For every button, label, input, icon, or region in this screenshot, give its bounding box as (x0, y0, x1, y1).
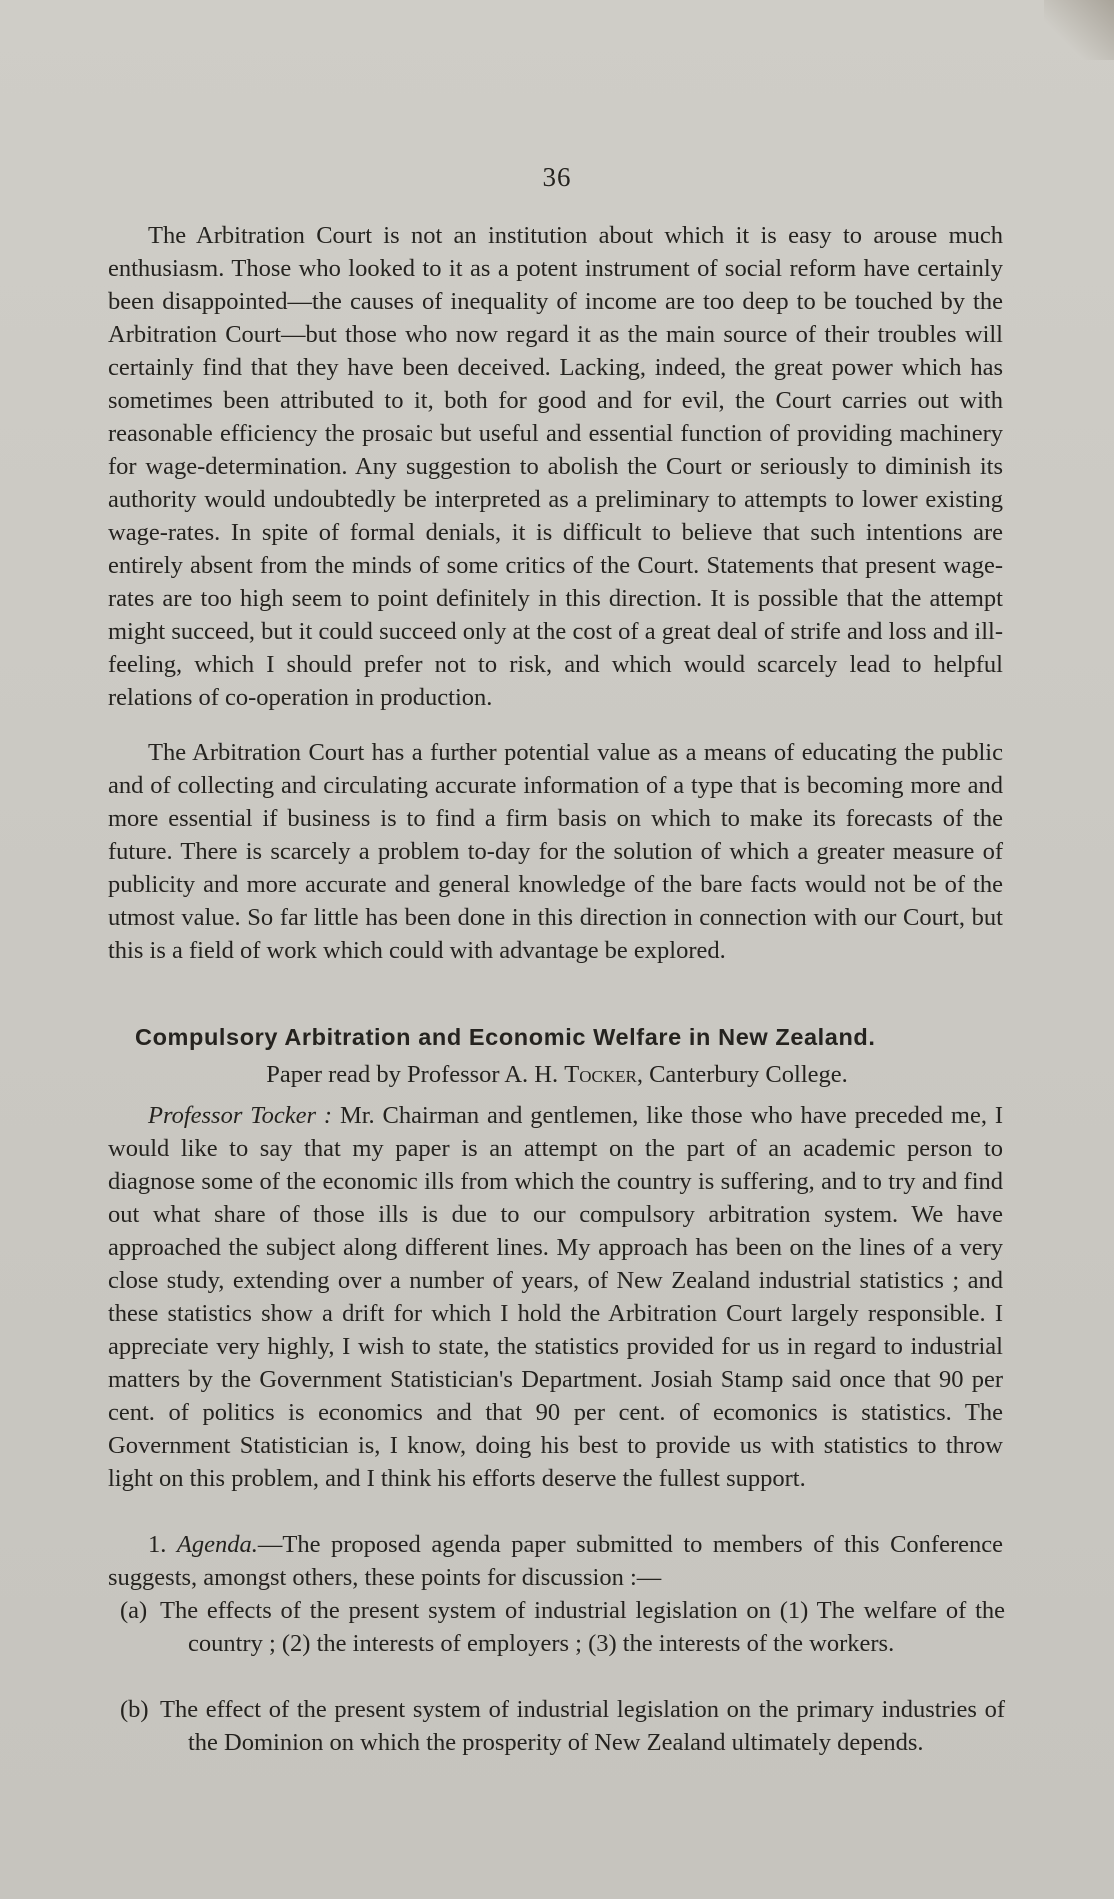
item-marker: (b) (120, 1696, 149, 1723)
agenda-text (108, 1528, 1003, 1594)
agenda-number: 1. (148, 1531, 167, 1558)
body-paragraph (108, 219, 1003, 714)
agenda-item (120, 1594, 1005, 1660)
agenda-label: Agenda. (176, 1531, 258, 1558)
agenda-item (120, 1693, 1005, 1759)
section-byline (0, 1061, 1114, 1089)
agenda-intro: —The proposed agenda paper submitted to members of this Conference suggests, amongst others, these points for discussion :— (108, 1531, 1003, 1591)
byline-prefix: Paper read by Professor A. H. (266, 1061, 559, 1088)
item-text: The effects of the present system of industrial legislation on (1) The welfare of the country ; (2) the interests of employers ; (3) the interests of the workers. (160, 1597, 1005, 1657)
paragraph-text: The Arbitration Court is not an institution about which it is easy to arouse much enthusiasm. Those who looked to it as a potent instrument of social reform have certainly been disappointed—the causes of inequality of income are too deep to be touched by the Arbitration Court—but those who now regard it as the main source of their troubles will certainly find that they have been deceived. Lacking, indeed, the great power which has sometimes been attributed to it, both for good and for evil, the Court carries out with reasonable efficiency the prosaic but useful and essential function of providing machinery for wage-determination. Any suggestion to abolish the Court or seriously to diminish its authority would undoubtedly be interpreted as a preliminary to attempts to lower existing wage-rates. In spite of formal denials, it is difficult to believe that such intentions are entirely absent from the minds of some critics of the Court. Statements that present wage-rates are too high seem to point definitely in this direction. It is possible that the attempt might succeed, but it could succeed only at the cost of a great deal of strife and loss and ill-feeling, which I should prefer not to risk, and which would scarcely lead to helpful relations of co-operation in production. (108, 222, 1003, 711)
page-number: 36 (542, 162, 572, 192)
speech-paragraph (108, 1099, 1003, 1495)
speaker-name: Professor Tocker : (148, 1102, 333, 1129)
agenda-paragraph (108, 1528, 1003, 1594)
speech-body: Mr. Chairman and gentlemen, like those who have preceded me, I would like to say that my paper is an attempt on the part of an academic person to diagnose some of the economic ills from which the country is suffering, and to try and find out what share of those ills is due to our compulsory arbitration system. We have approached the subject along different lines. My approach has been on the lines of a very close study, extending over a number of years, of New Zealand industrial statistics ; and these statistics show a drift for which I hold the Arbitration Court largely responsible. I appreciate very highly, I wish to state, the statistics provided for us in regard to industrial matters by the Government Statistician's Department. Josiah Stamp said once that 90 per cent. of politics is economics and that 90 per cent. of ecomonics is statistics. The Government Statistician is, I know, doing his best to provide us with statistics to throw light on this problem, and I think his efforts deserve the fullest support. (108, 1102, 1004, 1492)
section-heading: Compulsory Arbitration and Economic Welfare in New Zealand. (135, 1024, 876, 1050)
byline-author: Tocker (564, 1061, 637, 1088)
page-corner-shadow (1044, 0, 1114, 60)
body-paragraph (108, 736, 1003, 967)
speech-text (108, 1099, 1003, 1495)
byline-suffix: , Canterbury College. (636, 1061, 848, 1088)
paragraph-text: The Arbitration Court has a further potential value as a means of educating the public and of collecting and circulating accurate information of a type that is becoming more and more essential if business is to find a firm basis on which to make its forecasts of the future. There is scarcely a problem to-day for the solution of which a greater measure of publicity and more accurate and general knowledge of the bare facts would not be of the utmost value. So far little has been done in this direction in connection with our Court, but this is a field of work which could with advantage be explored. (108, 739, 1003, 964)
item-marker: (a) (120, 1597, 148, 1624)
item-text: The effect of the present system of industrial legislation on the primary industries of the Dominion on which the prosperity of New Zealand ultimately depends. (160, 1696, 1005, 1756)
